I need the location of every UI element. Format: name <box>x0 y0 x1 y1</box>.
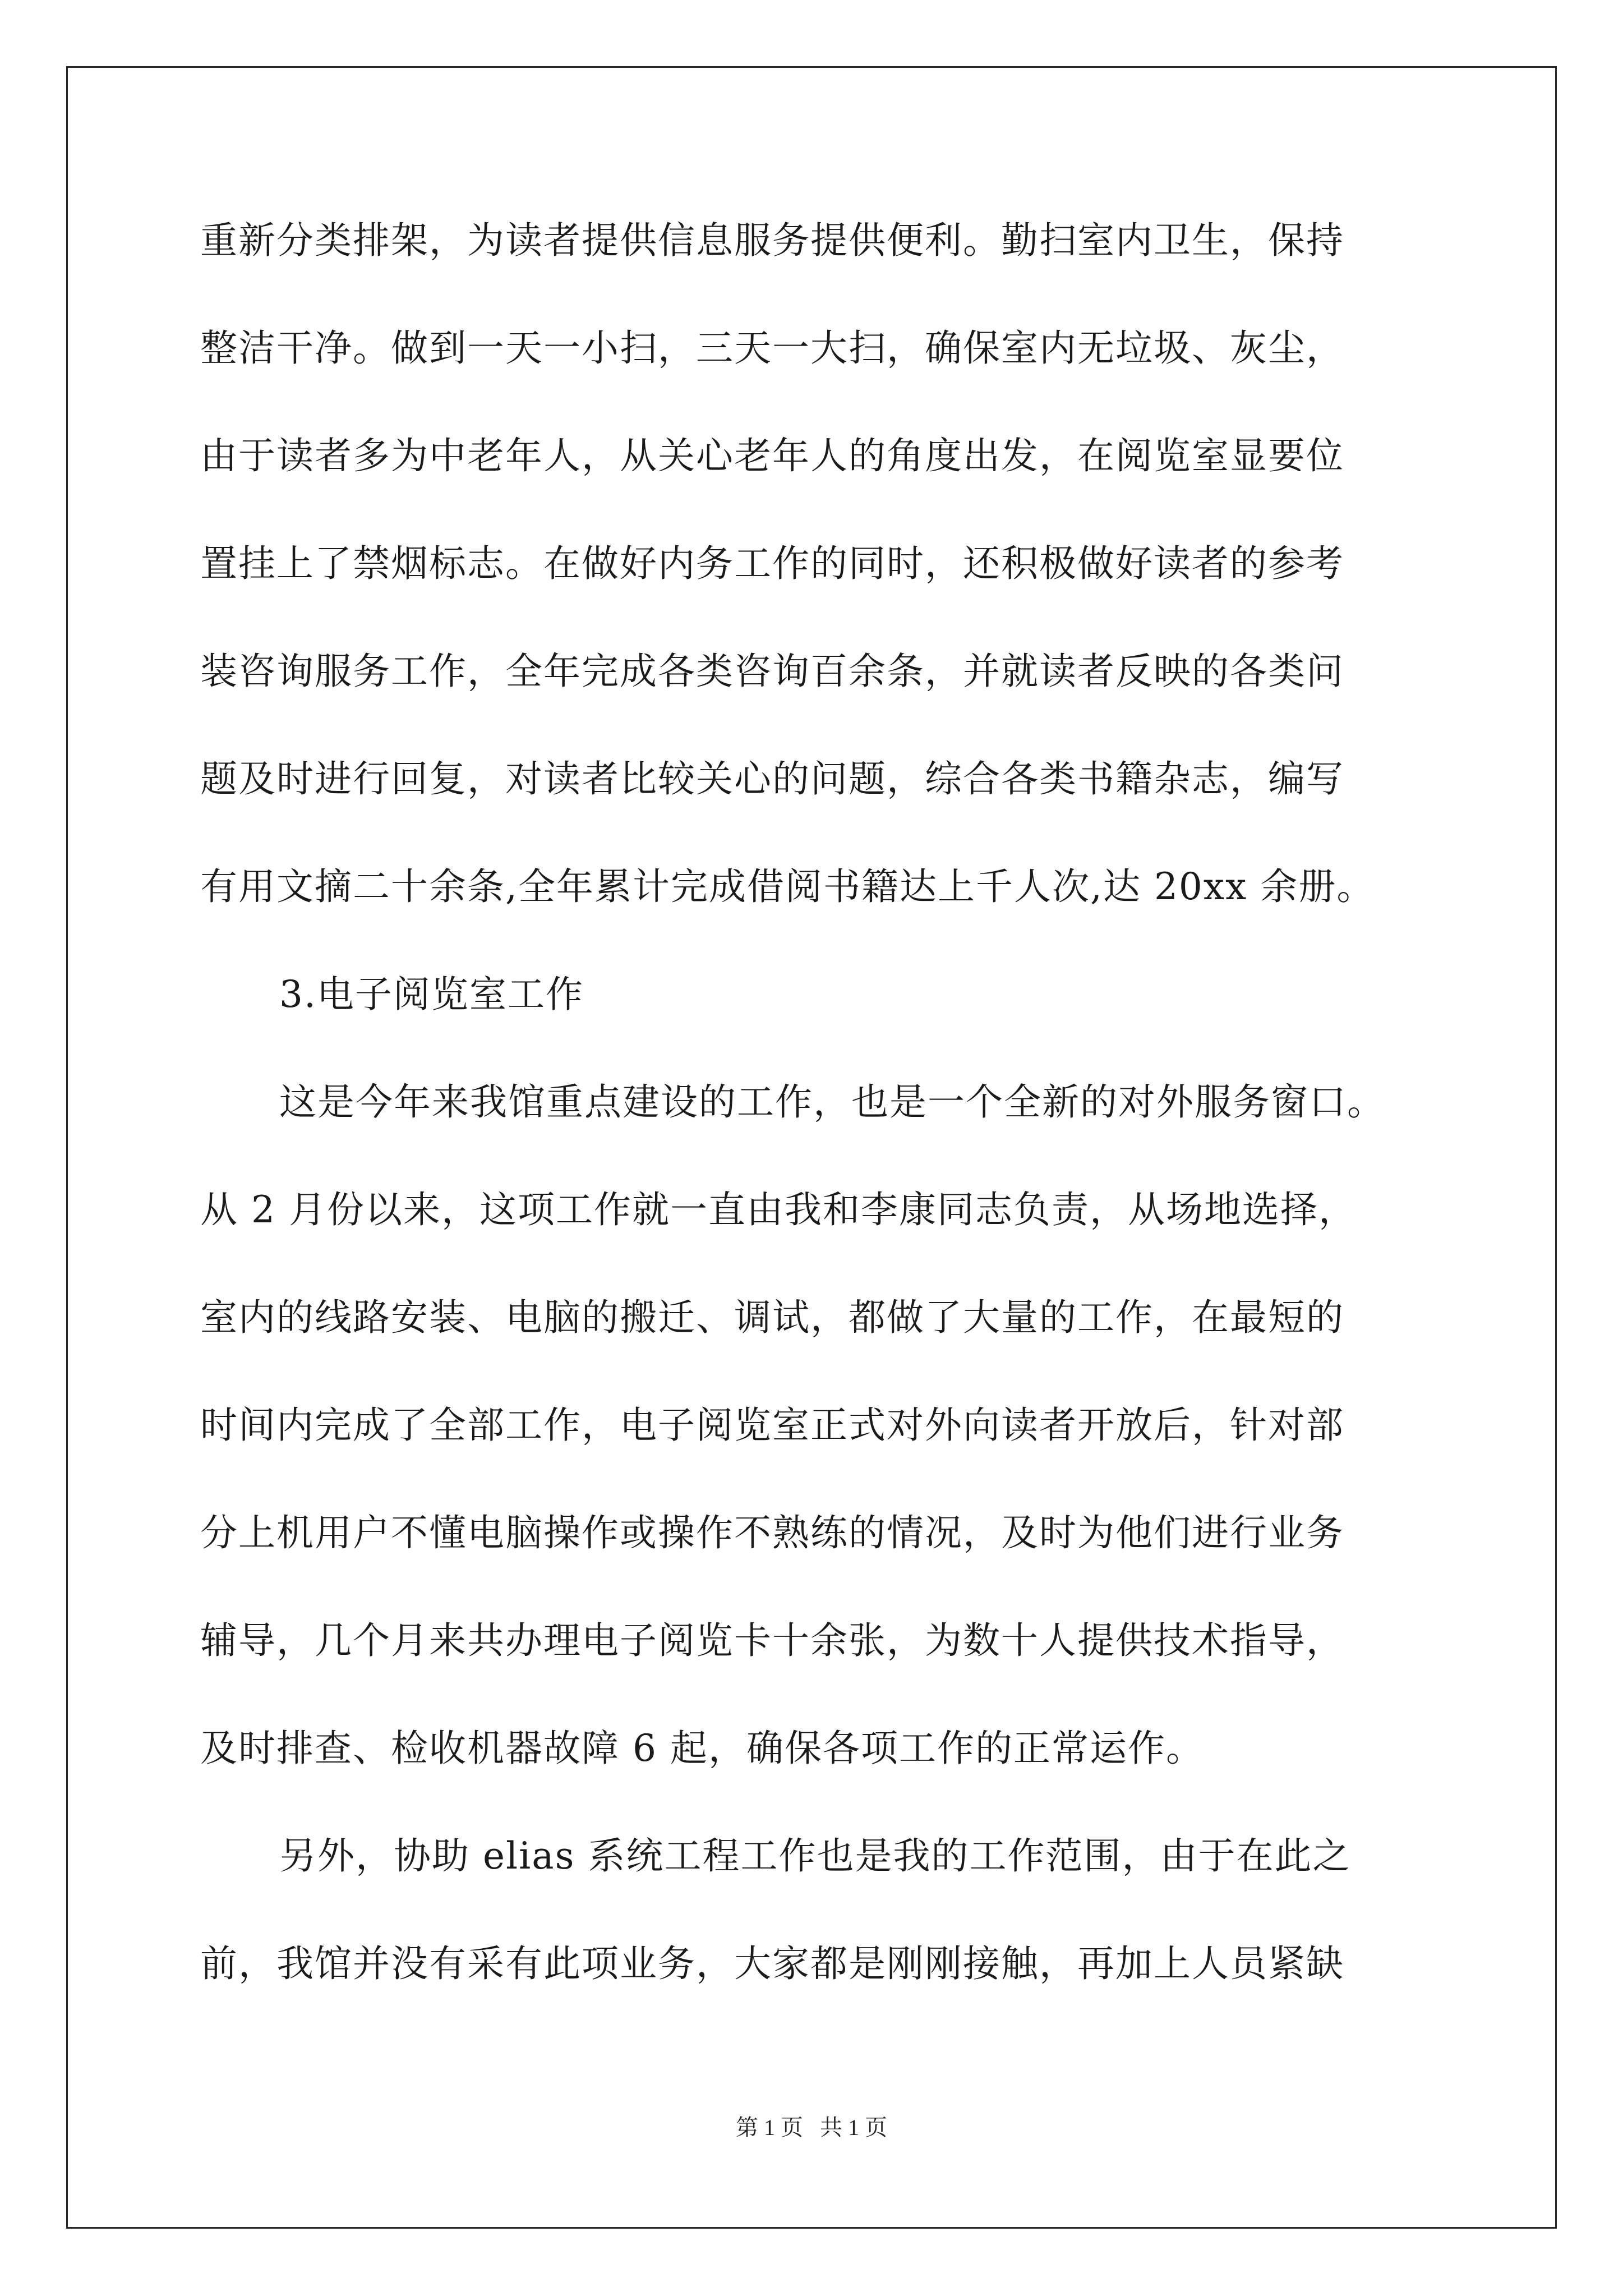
text-line: 时间内完成了全部工作，电子阅览室正式对外向读者开放后，针对部 <box>200 1405 1344 1447</box>
text-line: 及时排查、检收机器故障 6 起，确保各项工作的正常运作。 <box>200 1728 1204 1770</box>
text-line: 室内的线路安装、电脑的搬迁、调试，都做了大量的工作，在最短的 <box>200 1297 1344 1339</box>
text-line: 题及时进行回复，对读者比较关心的问题，综合各类书籍杂志，编写 <box>200 759 1344 800</box>
paragraph-first-line: 这是今年来我馆重点建设的工作，也是一个全新的对外服务窗口。 <box>279 1082 1385 1124</box>
text-line: 装咨询服务工作，全年完成各类咨询百余条，并就读者反映的各类问 <box>200 651 1344 693</box>
section-heading: 3.电子阅览室工作 <box>279 974 584 1016</box>
document-body <box>200 220 1431 2051</box>
text-line: 重新分类排架，为读者提供信息服务提供便利。勤扫室内卫生，保持 <box>200 220 1344 262</box>
text-line: 置挂上了禁烟标志。在做好内务工作的同时，还积极做好读者的参考 <box>200 544 1344 585</box>
page-number-footer: 第 1 页 共 1 页 <box>736 2115 887 2140</box>
text-line: 整洁干净。做到一天一小扫，三天一大扫，确保室内无垃圾、灰尘， <box>200 328 1344 370</box>
text-line: 由于读者多为中老年人，从关心老年人的角度出发，在阅览室显要位 <box>200 436 1344 477</box>
text-line: 分上机用户不懂电脑操作或操作不熟练的情况，及时为他们进行业务 <box>200 1513 1344 1554</box>
paragraph-first-line: 另外，协助 elias 系统工程工作也是我的工作范围，由于在此之 <box>279 1836 1351 1878</box>
text-line: 辅导，几个月来共办理电子阅览卡十余张，为数十人提供技术指导， <box>200 1621 1344 1662</box>
text-line: 前，我馆并没有采有此项业务，大家都是刚刚接触，再加上人员紧缺 <box>200 1944 1344 1985</box>
text-line: 从 2 月份以来，这项工作就一直由我和李康同志负责，从场地选择， <box>200 1190 1357 1231</box>
text-line: 有用文摘二十余条,全年累计完成借阅书籍达上千人次,达 20xx 余册。 <box>200 867 1375 908</box>
